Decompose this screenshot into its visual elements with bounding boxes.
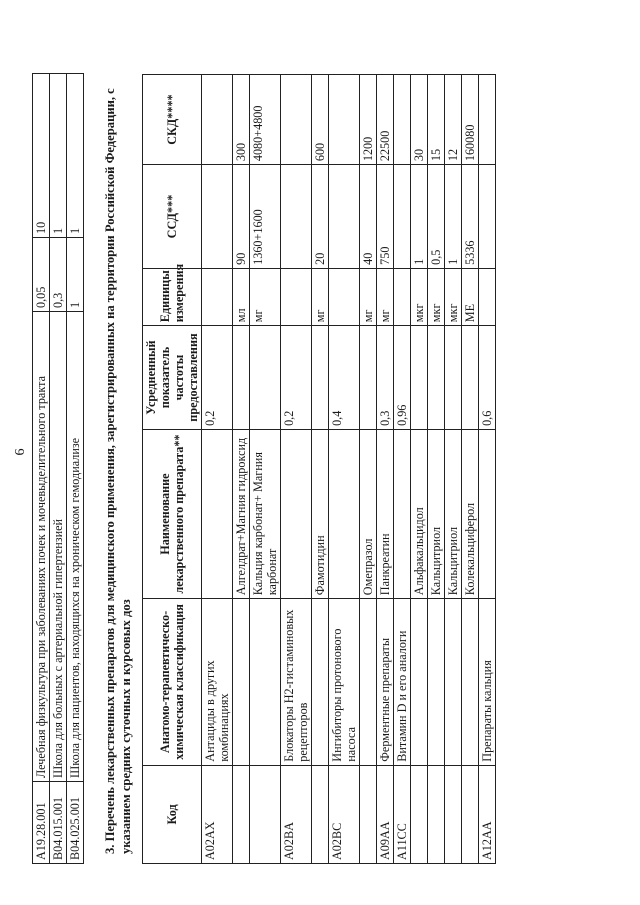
service-freq-cell: 1 (67, 238, 84, 312)
drug-skd-cell: 30 (411, 75, 428, 165)
drug-atc-cell: Препараты кальция (479, 599, 496, 766)
drug-name-cell: Кальцитриол (428, 429, 445, 598)
drug-freq-cell (411, 326, 428, 430)
drug-freq-cell (250, 326, 281, 430)
drug-skd-cell: 600 (312, 75, 329, 165)
service-mult-cell: 10 (33, 74, 50, 238)
drug-unit-cell (329, 268, 360, 325)
drug-skd-cell: 12 (445, 75, 462, 165)
drug-unit-cell: МЕ (462, 268, 479, 325)
drug-atc-cell (233, 599, 250, 766)
drug-skd-cell (281, 75, 312, 165)
drug-skd-cell: 300 (233, 75, 250, 165)
drug-name-cell (281, 429, 312, 598)
section-heading: 3. Перечень лекарственных препаратов для медицинского применения, зарегистрированных на территории Российской Федерации, с указанием средних суточных и курсовых доз (103, 88, 133, 854)
drug-ssd-cell: 750 (377, 165, 394, 269)
drug-freq-cell (360, 326, 377, 430)
drug-skd-cell (202, 75, 233, 165)
table-row (50, 74, 67, 864)
drug-freq-cell: 0,96 (394, 326, 411, 430)
table-row (445, 75, 462, 864)
drug-name-cell (479, 429, 496, 598)
drug-ssd-cell (329, 165, 360, 269)
drug-atc-cell (462, 599, 479, 766)
drug-ssd-cell: 1 (445, 165, 462, 269)
drug-atc-cell: Блокаторы H2-гистаминовых рецепторов (281, 599, 312, 766)
drug-ssd-cell: 0,5 (428, 165, 445, 269)
drug-unit-cell: мг (250, 268, 281, 325)
drug-skd-cell: 4080+4800 (250, 75, 281, 165)
drug-name-cell (202, 429, 233, 598)
drug-name-cell (394, 429, 411, 598)
drug-unit-cell (281, 268, 312, 325)
drug-ssd-cell: 1 (411, 165, 428, 269)
drug-unit-cell: мкг (428, 268, 445, 325)
drug-ssd-cell: 1360+1600 (250, 165, 281, 269)
header-unit: Единицы измерения (143, 268, 202, 325)
drug-name-cell: Кальцитриол (445, 429, 462, 598)
service-mult-cell: 1 (50, 74, 67, 238)
drug-ssd-cell: 90 (233, 165, 250, 269)
table-row (428, 75, 445, 864)
drug-code-cell: A11CC (394, 765, 411, 863)
drug-name-cell: Омепразол (360, 429, 377, 598)
drug-name-cell: Алгелдрат+Магния гидроксид (233, 429, 250, 598)
drug-code-cell: A02BC (329, 765, 360, 863)
drug-code-cell (445, 765, 462, 863)
drug-code-cell (233, 765, 250, 863)
drug-unit-cell: мг (377, 268, 394, 325)
table-row (360, 75, 377, 864)
header-frequency: Усредненный показатель частоты предоставления (143, 326, 202, 430)
drug-ssd-cell (394, 165, 411, 269)
table-row (250, 75, 281, 864)
table-row (33, 74, 50, 864)
drug-code-cell: A09AA (377, 765, 394, 863)
drug-freq-cell: 0,2 (281, 326, 312, 430)
table-row (462, 75, 479, 864)
drug-code-cell: A12AA (479, 765, 496, 863)
drug-atc-cell: Ингибиторы протонового насоса (329, 599, 360, 766)
header-name: Наименование лекарственного препарата** (143, 429, 202, 598)
drug-code-cell (462, 765, 479, 863)
rotated-page-content (32, 44, 612, 874)
drug-freq-cell (233, 326, 250, 430)
drug-unit-cell: мг (360, 268, 377, 325)
service-code-cell: A19.28.001 (33, 782, 50, 864)
drug-atc-cell (360, 599, 377, 766)
service-name-cell: Школа для больных с артериальной гипертензией (50, 312, 67, 782)
table-row (411, 75, 428, 864)
drug-name-cell: Колекальциферол (462, 429, 479, 598)
drug-unit-cell: мл (233, 268, 250, 325)
drug-skd-cell: 15 (428, 75, 445, 165)
drug-freq-cell: 0,6 (479, 326, 496, 430)
page-number: 6 (13, 448, 28, 456)
drug-atc-cell: Ферментные препараты (377, 599, 394, 766)
service-name-cell: Школа для пациентов, находящихся на хроническом гемодиализе (67, 312, 84, 782)
drug-table (142, 74, 496, 864)
drug-freq-cell: 0,2 (202, 326, 233, 430)
table-row (479, 75, 496, 864)
drug-unit-cell: мг (312, 268, 329, 325)
header-skd: СКД**** (143, 75, 202, 165)
drug-unit-cell (394, 268, 411, 325)
services-table (32, 73, 84, 864)
service-freq-cell: 0,3 (50, 238, 67, 312)
drug-atc-cell (250, 599, 281, 766)
drug-code-cell (312, 765, 329, 863)
header-atc: Анатомо-терапевтическо-химическая классификация (143, 599, 202, 766)
drug-ssd-cell (479, 165, 496, 269)
services-table-body (33, 74, 84, 864)
drug-skd-cell: 160080 (462, 75, 479, 165)
service-mult-cell: 1 (67, 74, 84, 238)
header-ssd: ССД*** (143, 165, 202, 269)
drug-table-body (202, 75, 496, 864)
drug-name-cell: Фамотидин (312, 429, 329, 598)
drug-freq-cell (428, 326, 445, 430)
drug-ssd-cell (281, 165, 312, 269)
drug-skd-cell: 22500 (377, 75, 394, 165)
drug-unit-cell (479, 268, 496, 325)
drug-ssd-cell: 40 (360, 165, 377, 269)
service-code-cell: B04.025.001 (67, 782, 84, 864)
drug-atc-cell (312, 599, 329, 766)
drug-name-cell: Альфакальцидол (411, 429, 428, 598)
drug-code-cell: A02BA (281, 765, 312, 863)
drug-name-cell: Кальция карбонат+ Магния карбонат (250, 429, 281, 598)
drug-unit-cell: мкг (445, 268, 462, 325)
drug-name-cell: Панкреатин (377, 429, 394, 598)
drug-code-cell (411, 765, 428, 863)
drug-freq-cell (445, 326, 462, 430)
drug-freq-cell: 0,4 (329, 326, 360, 430)
table-row (281, 75, 312, 864)
drug-code-cell: A02AX (202, 765, 233, 863)
table-row (394, 75, 411, 864)
drug-code-cell (360, 765, 377, 863)
drug-name-cell (329, 429, 360, 598)
service-code-cell: B04.015.001 (50, 782, 67, 864)
drug-skd-cell (394, 75, 411, 165)
drug-table-header (143, 75, 202, 864)
drug-atc-cell (411, 599, 428, 766)
table-row (67, 74, 84, 864)
table-row (329, 75, 360, 864)
drug-unit-cell (202, 268, 233, 325)
drug-atc-cell: Антациды в других комбинациях (202, 599, 233, 766)
drug-freq-cell (462, 326, 479, 430)
header-code: Код (143, 765, 202, 863)
table-row (202, 75, 233, 864)
drug-code-cell (428, 765, 445, 863)
service-freq-cell: 0,05 (33, 238, 50, 312)
drug-ssd-cell: 20 (312, 165, 329, 269)
drug-atc-cell (428, 599, 445, 766)
table-row (312, 75, 329, 864)
service-name-cell: Лечебная физкультура при заболеваниях почек и мочевыделительного тракта (33, 312, 50, 782)
drug-code-cell (250, 765, 281, 863)
drug-ssd-cell (202, 165, 233, 269)
drug-skd-cell (479, 75, 496, 165)
drug-atc-cell (445, 599, 462, 766)
drug-freq-cell (312, 326, 329, 430)
table-row (377, 75, 394, 864)
drug-atc-cell: Витамин D и его аналоги (394, 599, 411, 766)
drug-ssd-cell: 5336 (462, 165, 479, 269)
drug-unit-cell: мкг (411, 268, 428, 325)
drug-skd-cell (329, 75, 360, 165)
table-row (233, 75, 250, 864)
drug-skd-cell: 1200 (360, 75, 377, 165)
drug-freq-cell: 0,3 (377, 326, 394, 430)
